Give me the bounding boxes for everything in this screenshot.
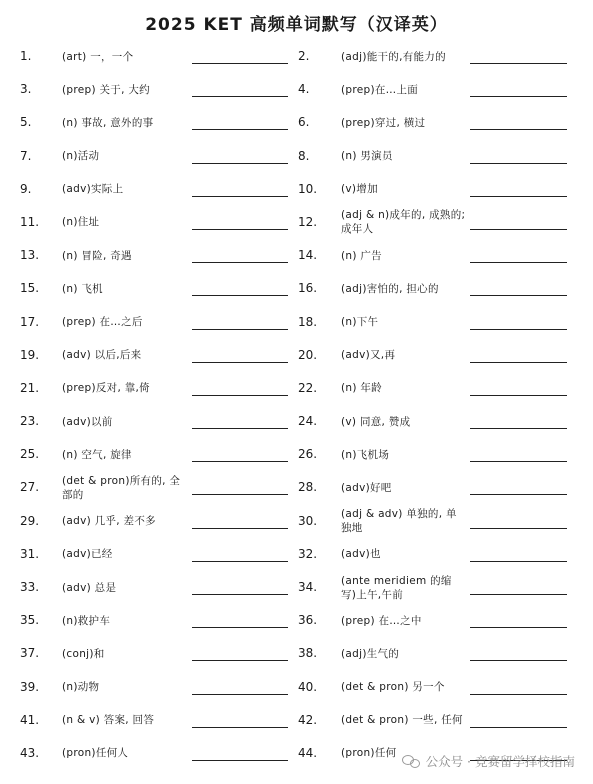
question-item — [296, 405, 593, 438]
answer-blank[interactable] — [470, 96, 567, 97]
question-number: 16. — [298, 281, 318, 296]
question-clue: (det & pron) 一些, 任何 — [341, 714, 463, 727]
question-number: 41. — [20, 712, 40, 727]
answer-blank[interactable] — [192, 760, 288, 761]
question-item — [0, 538, 296, 571]
question-row — [0, 272, 593, 305]
question-number: 28. — [298, 480, 318, 495]
question-number: 39. — [20, 679, 40, 694]
question-row — [0, 140, 593, 173]
answer-blank[interactable] — [192, 727, 288, 728]
question-item — [0, 339, 296, 372]
question-clue: (prep)反对, 靠,倚 — [62, 382, 150, 395]
question-number: 33. — [20, 580, 40, 594]
question-clue: (art) 一，一个 — [62, 50, 134, 63]
question-number: 24. — [298, 414, 318, 429]
question-clue: (n)下午 — [341, 316, 379, 328]
question-clue: (adv)以前 — [62, 415, 113, 428]
question-row — [0, 306, 593, 339]
question-clue: (adv)也 — [341, 548, 381, 561]
question-number: 6. — [298, 115, 310, 130]
question-number: 26. — [298, 447, 318, 462]
question-number: 23. — [20, 414, 40, 429]
answer-blank[interactable] — [192, 362, 288, 363]
question-item — [296, 239, 593, 272]
question-item — [0, 372, 296, 405]
question-clue: (n)救护车 — [62, 614, 111, 627]
answer-blank[interactable] — [192, 594, 288, 595]
answer-blank[interactable] — [470, 163, 567, 164]
answer-blank[interactable] — [192, 129, 288, 130]
question-number: 11. — [20, 214, 40, 229]
question-number: 14. — [298, 248, 318, 263]
question-number: 31. — [20, 546, 40, 561]
answer-blank[interactable] — [470, 660, 567, 661]
question-item — [0, 206, 296, 239]
question-row — [0, 471, 593, 504]
question-clue: (prep) 在…之后 — [62, 316, 143, 328]
question-clue: (adv) 总是 — [62, 581, 117, 594]
question-item — [296, 671, 593, 704]
question-clue: (adj & n)成年的, 成熟的; 成年人 — [341, 209, 466, 236]
question-clue: (adv)又,再 — [341, 349, 396, 362]
question-item — [296, 704, 593, 737]
question-number: 44. — [298, 745, 318, 760]
question-number: 9. — [20, 181, 32, 196]
question-item — [0, 306, 296, 339]
question-item — [0, 704, 296, 737]
question-clue: (ante meridiem 的缩写)上午,午前 — [341, 574, 452, 601]
question-clue: (n) 空气, 旋律 — [62, 448, 132, 461]
answer-blank[interactable] — [470, 561, 567, 562]
wechat-icon — [402, 754, 420, 768]
question-item — [296, 206, 593, 239]
question-clue: (n) 男演员 — [341, 150, 393, 163]
question-number: 13. — [20, 248, 40, 263]
answer-blank[interactable] — [192, 660, 288, 661]
answer-blank[interactable] — [192, 627, 288, 628]
question-item — [0, 637, 296, 670]
answer-blank[interactable] — [470, 494, 567, 495]
answer-blank[interactable] — [470, 627, 567, 628]
page-title: 2025 KET 高频单词默写（汉译英） — [145, 15, 448, 35]
question-number: 1. — [20, 49, 32, 63]
question-row — [0, 339, 593, 372]
answer-blank[interactable] — [470, 594, 567, 595]
question-row — [0, 239, 593, 272]
question-item — [0, 272, 296, 305]
question-clue: (n)飞机场 — [341, 448, 390, 461]
question-row — [0, 671, 593, 704]
answer-blank[interactable] — [192, 229, 288, 230]
question-number: 12. — [298, 214, 318, 229]
question-clue: (adv) 几乎, 差不多 — [62, 515, 156, 528]
question-clue: (n)动物 — [62, 681, 100, 694]
question-item — [296, 604, 593, 637]
answer-blank[interactable] — [192, 96, 288, 97]
question-item — [0, 604, 296, 637]
question-clue: (det & pron) 另一个 — [341, 681, 445, 694]
question-number: 43. — [20, 745, 40, 760]
question-row — [0, 405, 593, 438]
question-item — [296, 173, 593, 206]
question-row — [0, 40, 593, 73]
question-row — [0, 571, 593, 604]
question-item — [296, 339, 593, 372]
answer-blank[interactable] — [192, 561, 288, 562]
question-number: 37. — [20, 646, 40, 661]
question-row — [0, 73, 593, 106]
question-clue: (adv) 以后,后来 — [62, 349, 142, 362]
word-grid — [0, 40, 593, 770]
question-number: 10. — [298, 181, 318, 196]
answer-blank[interactable] — [470, 196, 567, 197]
question-item — [0, 106, 296, 139]
question-number: 40. — [298, 679, 318, 694]
answer-blank[interactable] — [470, 129, 567, 130]
question-clue: (n) 飞机 — [62, 282, 103, 295]
question-clue: (n) 广告 — [341, 249, 382, 262]
question-row — [0, 106, 593, 139]
question-item — [0, 405, 296, 438]
question-item — [0, 173, 296, 206]
question-row — [0, 206, 593, 239]
question-number: 42. — [298, 712, 318, 727]
question-clue: (n)活动 — [62, 150, 100, 163]
question-item — [0, 471, 296, 504]
question-item — [296, 637, 593, 670]
question-number: 5. — [20, 115, 32, 130]
question-item — [0, 571, 296, 604]
question-clue: (pron)任何人 — [62, 747, 129, 760]
answer-blank[interactable] — [192, 295, 288, 296]
question-number: 20. — [298, 347, 318, 362]
question-item — [0, 140, 296, 173]
question-item — [296, 106, 593, 139]
question-clue: (adj)生气的 — [341, 647, 400, 660]
answer-blank[interactable] — [192, 63, 288, 64]
question-item — [296, 272, 593, 305]
answer-blank[interactable] — [192, 329, 288, 330]
question-clue: (adv)实际上 — [62, 183, 124, 196]
question-row — [0, 604, 593, 637]
answer-blank[interactable] — [470, 694, 567, 695]
question-number: 4. — [298, 82, 310, 97]
question-clue: (prep)穿过, 横过 — [341, 116, 426, 129]
question-item — [296, 571, 593, 604]
question-item — [296, 372, 593, 405]
question-number: 15. — [20, 281, 40, 296]
answer-blank[interactable] — [192, 163, 288, 164]
answer-blank[interactable] — [470, 727, 567, 728]
question-item — [0, 505, 296, 538]
question-item — [0, 438, 296, 471]
question-item — [296, 73, 593, 106]
question-number: 7. — [20, 148, 32, 163]
question-item — [296, 140, 593, 173]
answer-blank[interactable] — [192, 395, 288, 396]
question-number: 18. — [298, 314, 318, 329]
answer-blank[interactable] — [192, 196, 288, 197]
question-item — [0, 671, 296, 704]
question-row — [0, 438, 593, 471]
question-clue: (det & pron)所有的, 全部的 — [62, 474, 181, 501]
answer-blank[interactable] — [470, 528, 567, 529]
answer-blank[interactable] — [470, 229, 567, 230]
question-clue: (adj)能干的,有能力的 — [341, 50, 446, 63]
answer-blank[interactable] — [192, 694, 288, 695]
question-clue: (adv)好吧 — [341, 481, 392, 494]
question-clue: (v)增加 — [341, 183, 378, 196]
question-item — [296, 438, 593, 471]
question-row — [0, 372, 593, 405]
question-clue: (prep)在…上面 — [341, 83, 419, 96]
question-item — [296, 306, 593, 339]
watermark-text: 公众号 · 竞赛留学择校指南 — [425, 754, 575, 769]
question-item — [0, 737, 296, 770]
question-number: 8. — [298, 148, 310, 163]
question-number: 27. — [20, 480, 40, 495]
answer-blank[interactable] — [192, 461, 288, 462]
question-clue: (adj & adv) 单独的, 单独地 — [341, 508, 457, 535]
question-number: 21. — [20, 380, 40, 395]
question-item — [296, 538, 593, 571]
question-row — [0, 538, 593, 571]
question-item — [0, 40, 296, 73]
question-number: 32. — [298, 546, 318, 561]
question-number: 22. — [298, 380, 318, 395]
question-number: 36. — [298, 613, 318, 628]
answer-blank[interactable] — [470, 395, 567, 396]
question-item — [0, 239, 296, 272]
question-clue: (prep) 关于, 大约 — [62, 83, 150, 96]
answer-blank[interactable] — [470, 461, 567, 462]
question-number: 38. — [298, 646, 318, 661]
question-number: 2. — [298, 49, 310, 63]
question-number: 19. — [20, 347, 40, 362]
watermark — [402, 752, 575, 770]
question-clue: (prep) 在…之中 — [341, 614, 422, 627]
question-item — [296, 40, 593, 73]
question-clue: (adv)已经 — [62, 548, 113, 561]
question-number: 29. — [20, 513, 40, 528]
question-row — [0, 505, 593, 538]
question-number: 30. — [298, 513, 318, 528]
question-clue: (pron)任何 — [341, 747, 397, 760]
answer-blank[interactable] — [192, 428, 288, 429]
answer-blank[interactable] — [470, 63, 567, 64]
answer-blank[interactable] — [192, 494, 288, 495]
question-item — [296, 471, 593, 504]
answer-blank[interactable] — [192, 262, 288, 263]
question-clue: (n) 年龄 — [341, 382, 382, 395]
answer-blank[interactable] — [192, 528, 288, 529]
question-row — [0, 173, 593, 206]
answer-blank[interactable] — [470, 362, 567, 363]
question-clue: (v) 同意, 赞成 — [341, 415, 411, 428]
answer-blank[interactable] — [470, 262, 567, 263]
question-clue: (n)住址 — [62, 216, 100, 229]
question-row — [0, 704, 593, 737]
question-item — [296, 505, 593, 538]
question-clue: (n) 事故, 意外的事 — [62, 116, 154, 129]
answer-blank[interactable] — [470, 428, 567, 429]
question-clue: (n & v) 答案, 回答 — [62, 714, 155, 727]
question-number: 25. — [20, 447, 40, 462]
answer-blank[interactable] — [470, 329, 567, 330]
question-row — [0, 637, 593, 670]
question-number: 3. — [20, 82, 32, 97]
question-item — [0, 73, 296, 106]
question-clue: (conj)和 — [62, 647, 105, 660]
question-clue: (adj)害怕的, 担心的 — [341, 282, 439, 295]
question-number: 17. — [20, 314, 40, 329]
question-number: 35. — [20, 613, 40, 628]
question-clue: (n) 冒险, 奇遇 — [62, 249, 132, 262]
answer-blank[interactable] — [470, 295, 567, 296]
question-number: 34. — [298, 580, 318, 594]
